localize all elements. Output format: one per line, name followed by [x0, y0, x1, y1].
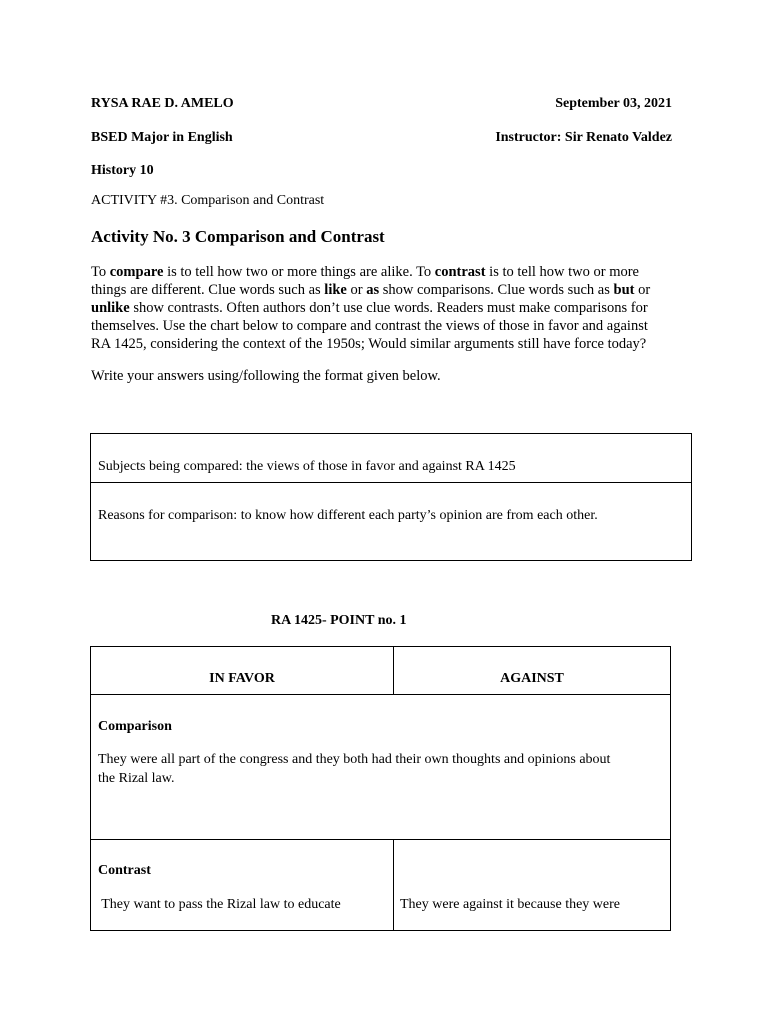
contrast-label: Contrast: [98, 863, 151, 878]
course: History 10: [91, 163, 154, 178]
activity-label: ACTIVITY #3. Comparison and Contrast: [91, 193, 325, 208]
contrast-col-divider: [393, 839, 394, 930]
intro-paragraph: [91, 263, 676, 353]
reasons-text: Reasons for comparison: to know how different each party’s opinion are from each other.: [98, 508, 598, 523]
comparison-table: [90, 646, 671, 931]
comparison-label: Comparison: [98, 719, 172, 734]
subjects-box: [90, 433, 692, 561]
instructor: Instructor: Sir Renato Valdez: [495, 130, 672, 145]
intro-line-2: things are different. Clue words such as like or as show comparisons. Clue words such as but or: [91, 282, 651, 298]
intro-line-1: To compare is to tell how two or more things are alike. To contrast is to tell how two or more: [91, 264, 639, 280]
instruction-text: Write your answers using/following the format given below.: [91, 368, 441, 384]
box-divider: [91, 482, 691, 483]
against-contrast-text: They were against it because they were: [400, 897, 621, 912]
col-against: AGAINST: [500, 671, 564, 686]
comparison-row-divider: [91, 839, 670, 840]
page-heading: Activity No. 3 Comparison and Contrast: [91, 227, 385, 246]
subjects-text: Subjects being compared: the views of those in favor and against RA 1425: [98, 459, 516, 474]
program: BSED Major in English: [91, 130, 233, 145]
point-title: RA 1425- POINT no. 1: [271, 613, 407, 628]
col-in-favor: IN FAVOR: [209, 671, 275, 686]
intro-line-5: RA 1425, considering the context of the 1950s; Would similar arguments still have force today?: [91, 336, 647, 352]
comparison-line-1: They were all part of the congress and they both had their own thoughts and opinions about: [98, 752, 611, 767]
header-row-divider: [91, 694, 670, 695]
student-name: RYSA RAE D. AMELO: [91, 96, 234, 111]
intro-line-4: themselves. Use the chart below to compare and contrast the views of those in favor and against: [91, 318, 648, 334]
comparison-line-2: the Rizal law.: [98, 771, 175, 786]
date: September 03, 2021: [555, 96, 672, 111]
intro-line-3: unlike show contrasts. Often authors don’t use clue words. Readers must make comparisons for: [91, 300, 648, 316]
favor-contrast-text: They want to pass the Rizal law to educate: [98, 897, 341, 912]
